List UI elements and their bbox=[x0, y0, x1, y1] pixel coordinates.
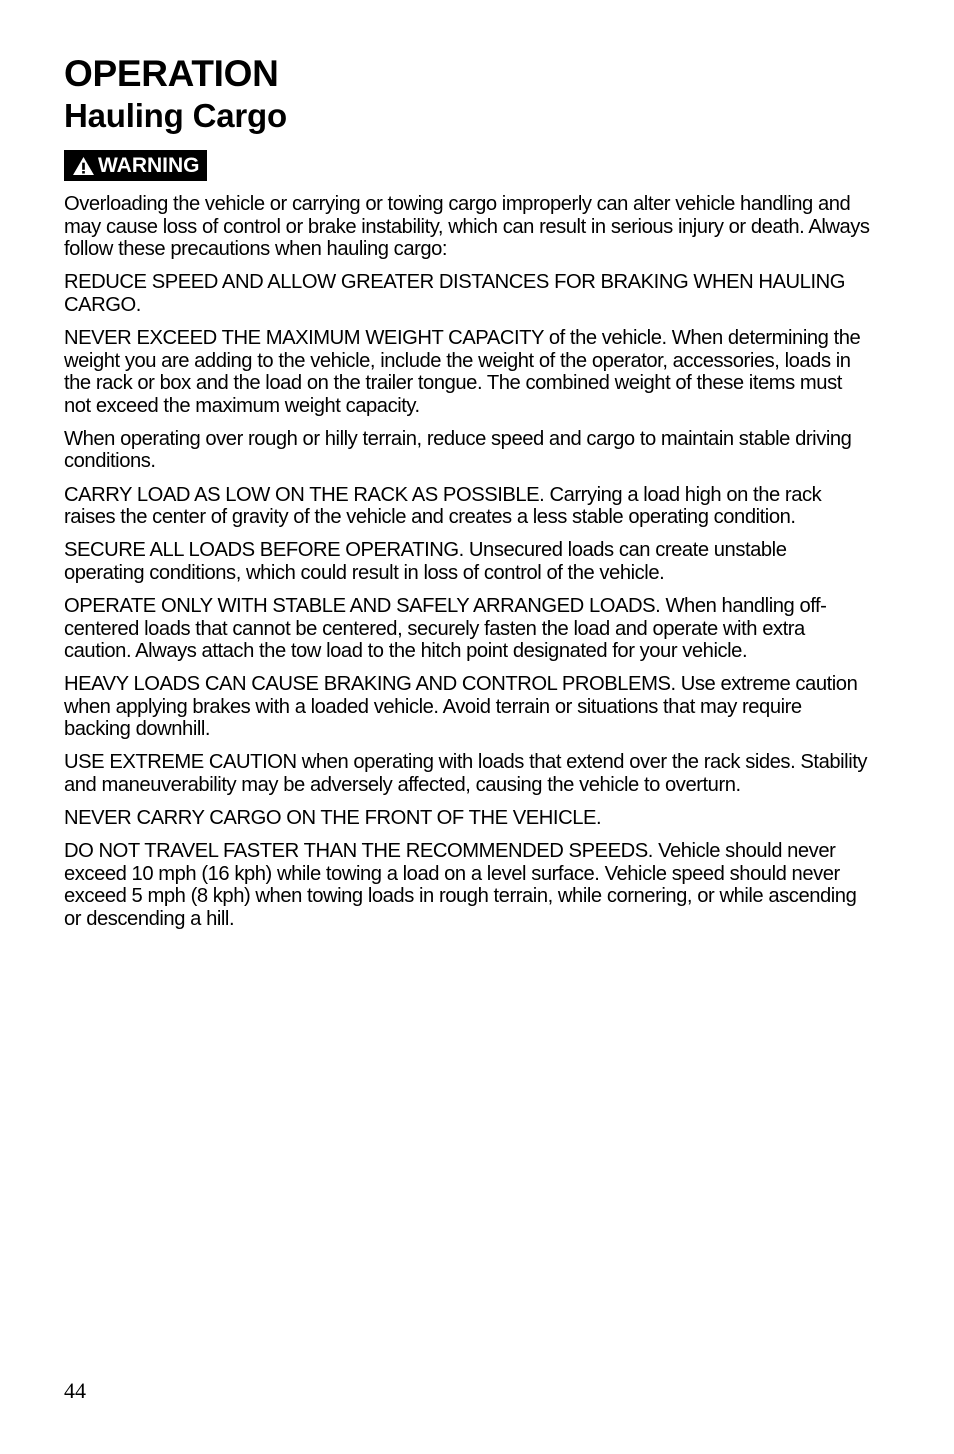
paragraph-intro: Overloading the vehicle or carrying or towing cargo improperly can alter vehicle handling and may cause loss of control or brake instability, which can result in serious injury or death. Always follow these precautions when hauling cargo: bbox=[64, 193, 870, 261]
warning-body bbox=[64, 193, 870, 931]
paragraph-heavy-loads: HEAVY LOADS CAN CAUSE BRAKING AND CONTROL PROBLEMS. Use extreme caution when applying brakes with a loaded vehicle. Avoid terrain or situations that may require backing downhill. bbox=[64, 673, 858, 741]
paragraph-rough-terrain: When operating over rough or hilly terrain, reduce speed and cargo to maintain stable driving conditions. bbox=[64, 427, 852, 473]
paragraph-no-front-cargo: NEVER CARRY CARGO ON THE FRONT OF THE VEHICLE. bbox=[64, 807, 602, 830]
paragraph-reduce-speed: REDUCE SPEED AND ALLOW GREATER DISTANCES FOR BRAKING WHEN HAULING CARGO. bbox=[64, 271, 845, 316]
section-title: OPERATION bbox=[64, 53, 279, 94]
paragraph-stable-loads: OPERATE ONLY WITH STABLE AND SAFELY ARRANGED LOADS. When handling off-centered loads that cannot be centered, securely fasten the load and operate with extra caution. Always attach the tow load to the hitch point designated for your vehicle. bbox=[64, 594, 827, 663]
paragraph-max-weight: NEVER EXCEED THE MAXIMUM WEIGHT CAPACITY of the vehicle. When determining the weight you are adding to the vehicle, include the weight of the operator, accessories, loads in the rack or box and the load on the trailer tongue. The combined weight of these items must not exceed the maximum weight capacity. bbox=[64, 326, 861, 417]
page-number: 44 bbox=[64, 1378, 86, 1403]
warning-triangle-icon bbox=[72, 156, 95, 176]
paragraph-extreme-caution: USE EXTREME CAUTION when operating with loads that extend over the rack sides. Stability and maneuverability may be adversely affected, causing the vehicle to overturn. bbox=[64, 751, 868, 797]
paragraph-speed-limits: DO NOT TRAVEL FASTER THAN THE RECOMMENDED SPEEDS. Vehicle should never exceed 10 mph (16 kph) while towing a load on a level surface. Vehicle speed should never exceed 5 mph (8 kph) when towing loads in rough terrain, while cornering, or while ascending or descending a hill. bbox=[64, 840, 857, 931]
paragraph-carry-low: CARRY LOAD AS LOW ON THE RACK AS POSSIBLE. Carrying a load high on the rack raises the center of gravity of the vehicle and creates a less stable operating condition. bbox=[64, 483, 822, 529]
page-subtitle: Hauling Cargo bbox=[64, 97, 287, 134]
warning-badge bbox=[64, 150, 207, 181]
paragraph-secure-loads: SECURE ALL LOADS BEFORE OPERATING. Unsecured loads can create unstable operating conditions, which could result in loss of control of the vehicle. bbox=[64, 539, 787, 584]
manual-page bbox=[64, 52, 870, 941]
warning-label: WARNING bbox=[98, 153, 200, 177]
